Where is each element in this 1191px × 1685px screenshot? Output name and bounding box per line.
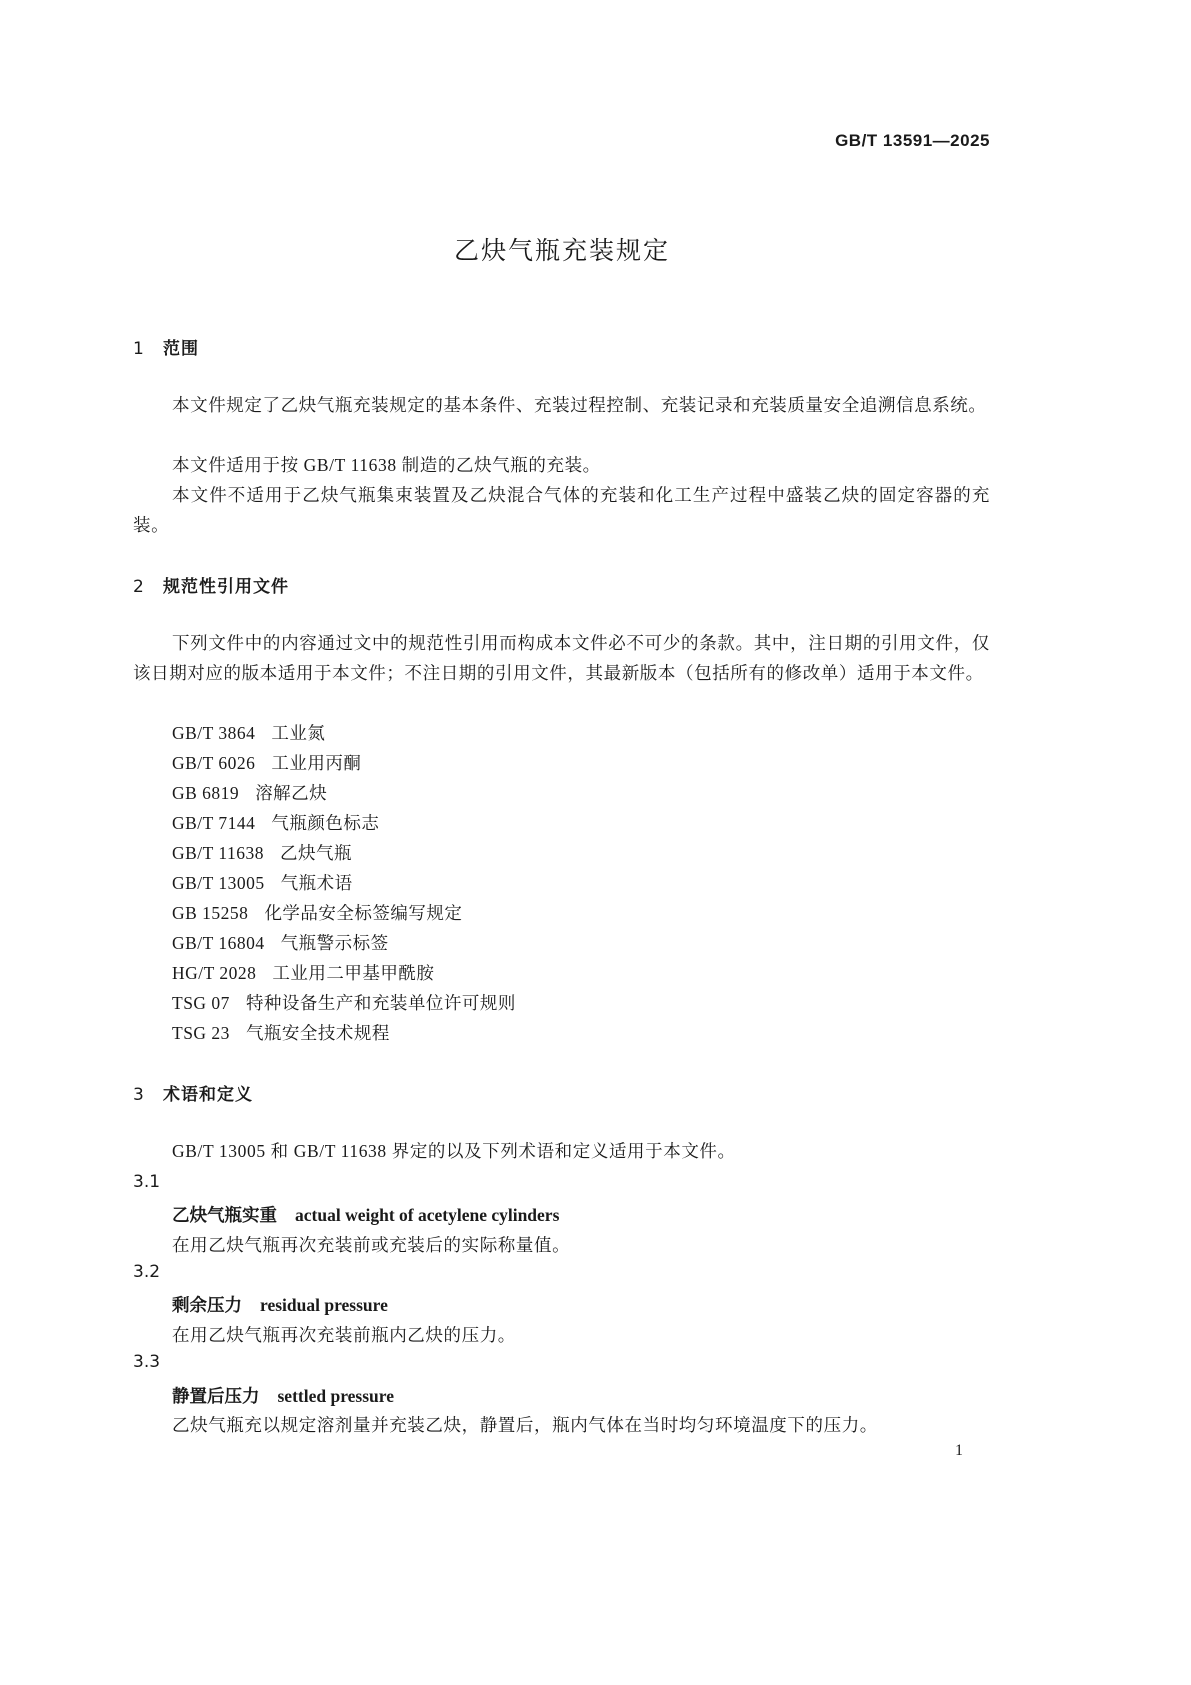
section-title: 规范性引用文件 <box>163 577 289 597</box>
reference-title: 工业用二甲基甲酰胺 <box>272 963 435 983</box>
paragraph: 本文件适用于按 GB/T 11638 制造的乙炔气瓶的充装。 <box>172 455 601 475</box>
reference-item <box>172 778 327 808</box>
reference-title: 乙炔气瓶 <box>280 843 353 863</box>
clause-number: 3.1 <box>133 1172 161 1192</box>
reference-item <box>172 988 516 1018</box>
term-zh: 剩余压力 <box>172 1295 242 1315</box>
reference-item <box>172 898 462 928</box>
reference-title: 溶解乙炔 <box>255 783 328 803</box>
term-definition: 在用乙炔气瓶再次充装前或充装后的实际称量值。 <box>172 1235 571 1255</box>
reference-item <box>172 928 389 958</box>
section-number: 2 <box>133 577 145 597</box>
reference-code: GB/T 6026 <box>172 753 256 773</box>
reference-item <box>172 808 379 838</box>
reference-title: 气瓶警示标签 <box>280 933 389 953</box>
term-en: actual weight of acetylene cylinders <box>295 1205 560 1225</box>
reference-item <box>172 838 352 868</box>
reference-title: 工业氮 <box>271 723 326 743</box>
term <box>172 1383 394 1408</box>
reference-title: 气瓶颜色标志 <box>271 813 380 833</box>
reference-item <box>172 958 434 988</box>
reference-code: GB/T 3864 <box>172 723 256 743</box>
section-title: 术语和定义 <box>163 1085 253 1105</box>
paragraph: GB/T 13005 和 GB/T 11638 界定的以及下列术语和定义适用于本文件。 <box>172 1141 736 1161</box>
term <box>172 1292 388 1317</box>
term-en: settled pressure <box>277 1386 394 1406</box>
reference-title: 化学品安全标签编写规定 <box>264 903 463 923</box>
section-heading-2 <box>133 572 289 597</box>
reference-code: TSG 23 <box>172 1023 230 1043</box>
section-heading-1 <box>133 334 199 359</box>
section-number: 1 <box>133 339 145 359</box>
paragraph: 本文件不适用于乙炔气瓶集束装置及乙炔混合气体的充装和化工生产过程中盛装乙炔的固定容器的充装。 <box>133 485 990 535</box>
reference-item <box>172 868 353 898</box>
section-title: 范围 <box>163 339 199 359</box>
reference-title: 工业用丙酮 <box>271 753 362 773</box>
document-title: 乙炔气瓶充装规定 <box>453 236 670 265</box>
reference-code: GB/T 16804 <box>172 933 265 953</box>
reference-item <box>172 748 361 778</box>
reference-code: TSG 07 <box>172 993 230 1013</box>
term-zh: 乙炔气瓶实重 <box>172 1205 277 1225</box>
page-number: 1 <box>955 1442 963 1459</box>
term <box>172 1202 559 1227</box>
reference-item <box>172 718 325 748</box>
reference-code: GB/T 7144 <box>172 813 256 833</box>
section-heading-3 <box>133 1080 253 1105</box>
reference-title: 气瓶术语 <box>280 873 353 893</box>
reference-code: GB 6819 <box>172 783 240 803</box>
paragraph: 下列文件中的内容通过文中的规范性引用而构成本文件必不可少的条款。其中，注日期的引用文件，仅该日期对应的版本适用于本文件；不注日期的引用文件，其最新版本（包括所有的修改单）适用于本文件。 <box>133 633 990 683</box>
reference-title: 气瓶安全技术规程 <box>245 1023 390 1043</box>
section-number: 3 <box>133 1085 145 1105</box>
reference-code: GB/T 13005 <box>172 873 265 893</box>
clause-number: 3.2 <box>133 1262 161 1282</box>
term-en: residual pressure <box>260 1295 388 1315</box>
clause-number: 3.3 <box>133 1352 161 1372</box>
reference-item <box>172 1018 390 1048</box>
reference-title: 特种设备生产和充装单位许可规则 <box>245 993 516 1013</box>
reference-code: HG/T 2028 <box>172 963 257 983</box>
term-definition: 乙炔气瓶充以规定溶剂量并充装乙炔，静置后，瓶内气体在当时均匀环境温度下的压力。 <box>172 1415 878 1435</box>
term-zh: 静置后压力 <box>172 1386 260 1406</box>
paragraph: 本文件规定了乙炔气瓶充装规定的基本条件、充装过程控制、充装记录和充装质量安全追溯信息系统。 <box>172 395 987 415</box>
reference-code: GB 15258 <box>172 903 249 923</box>
term-definition: 在用乙炔气瓶再次充装前瓶内乙炔的压力。 <box>172 1325 516 1345</box>
standard-number: GB/T 13591—2025 <box>835 131 990 150</box>
reference-code: GB/T 11638 <box>172 843 265 863</box>
